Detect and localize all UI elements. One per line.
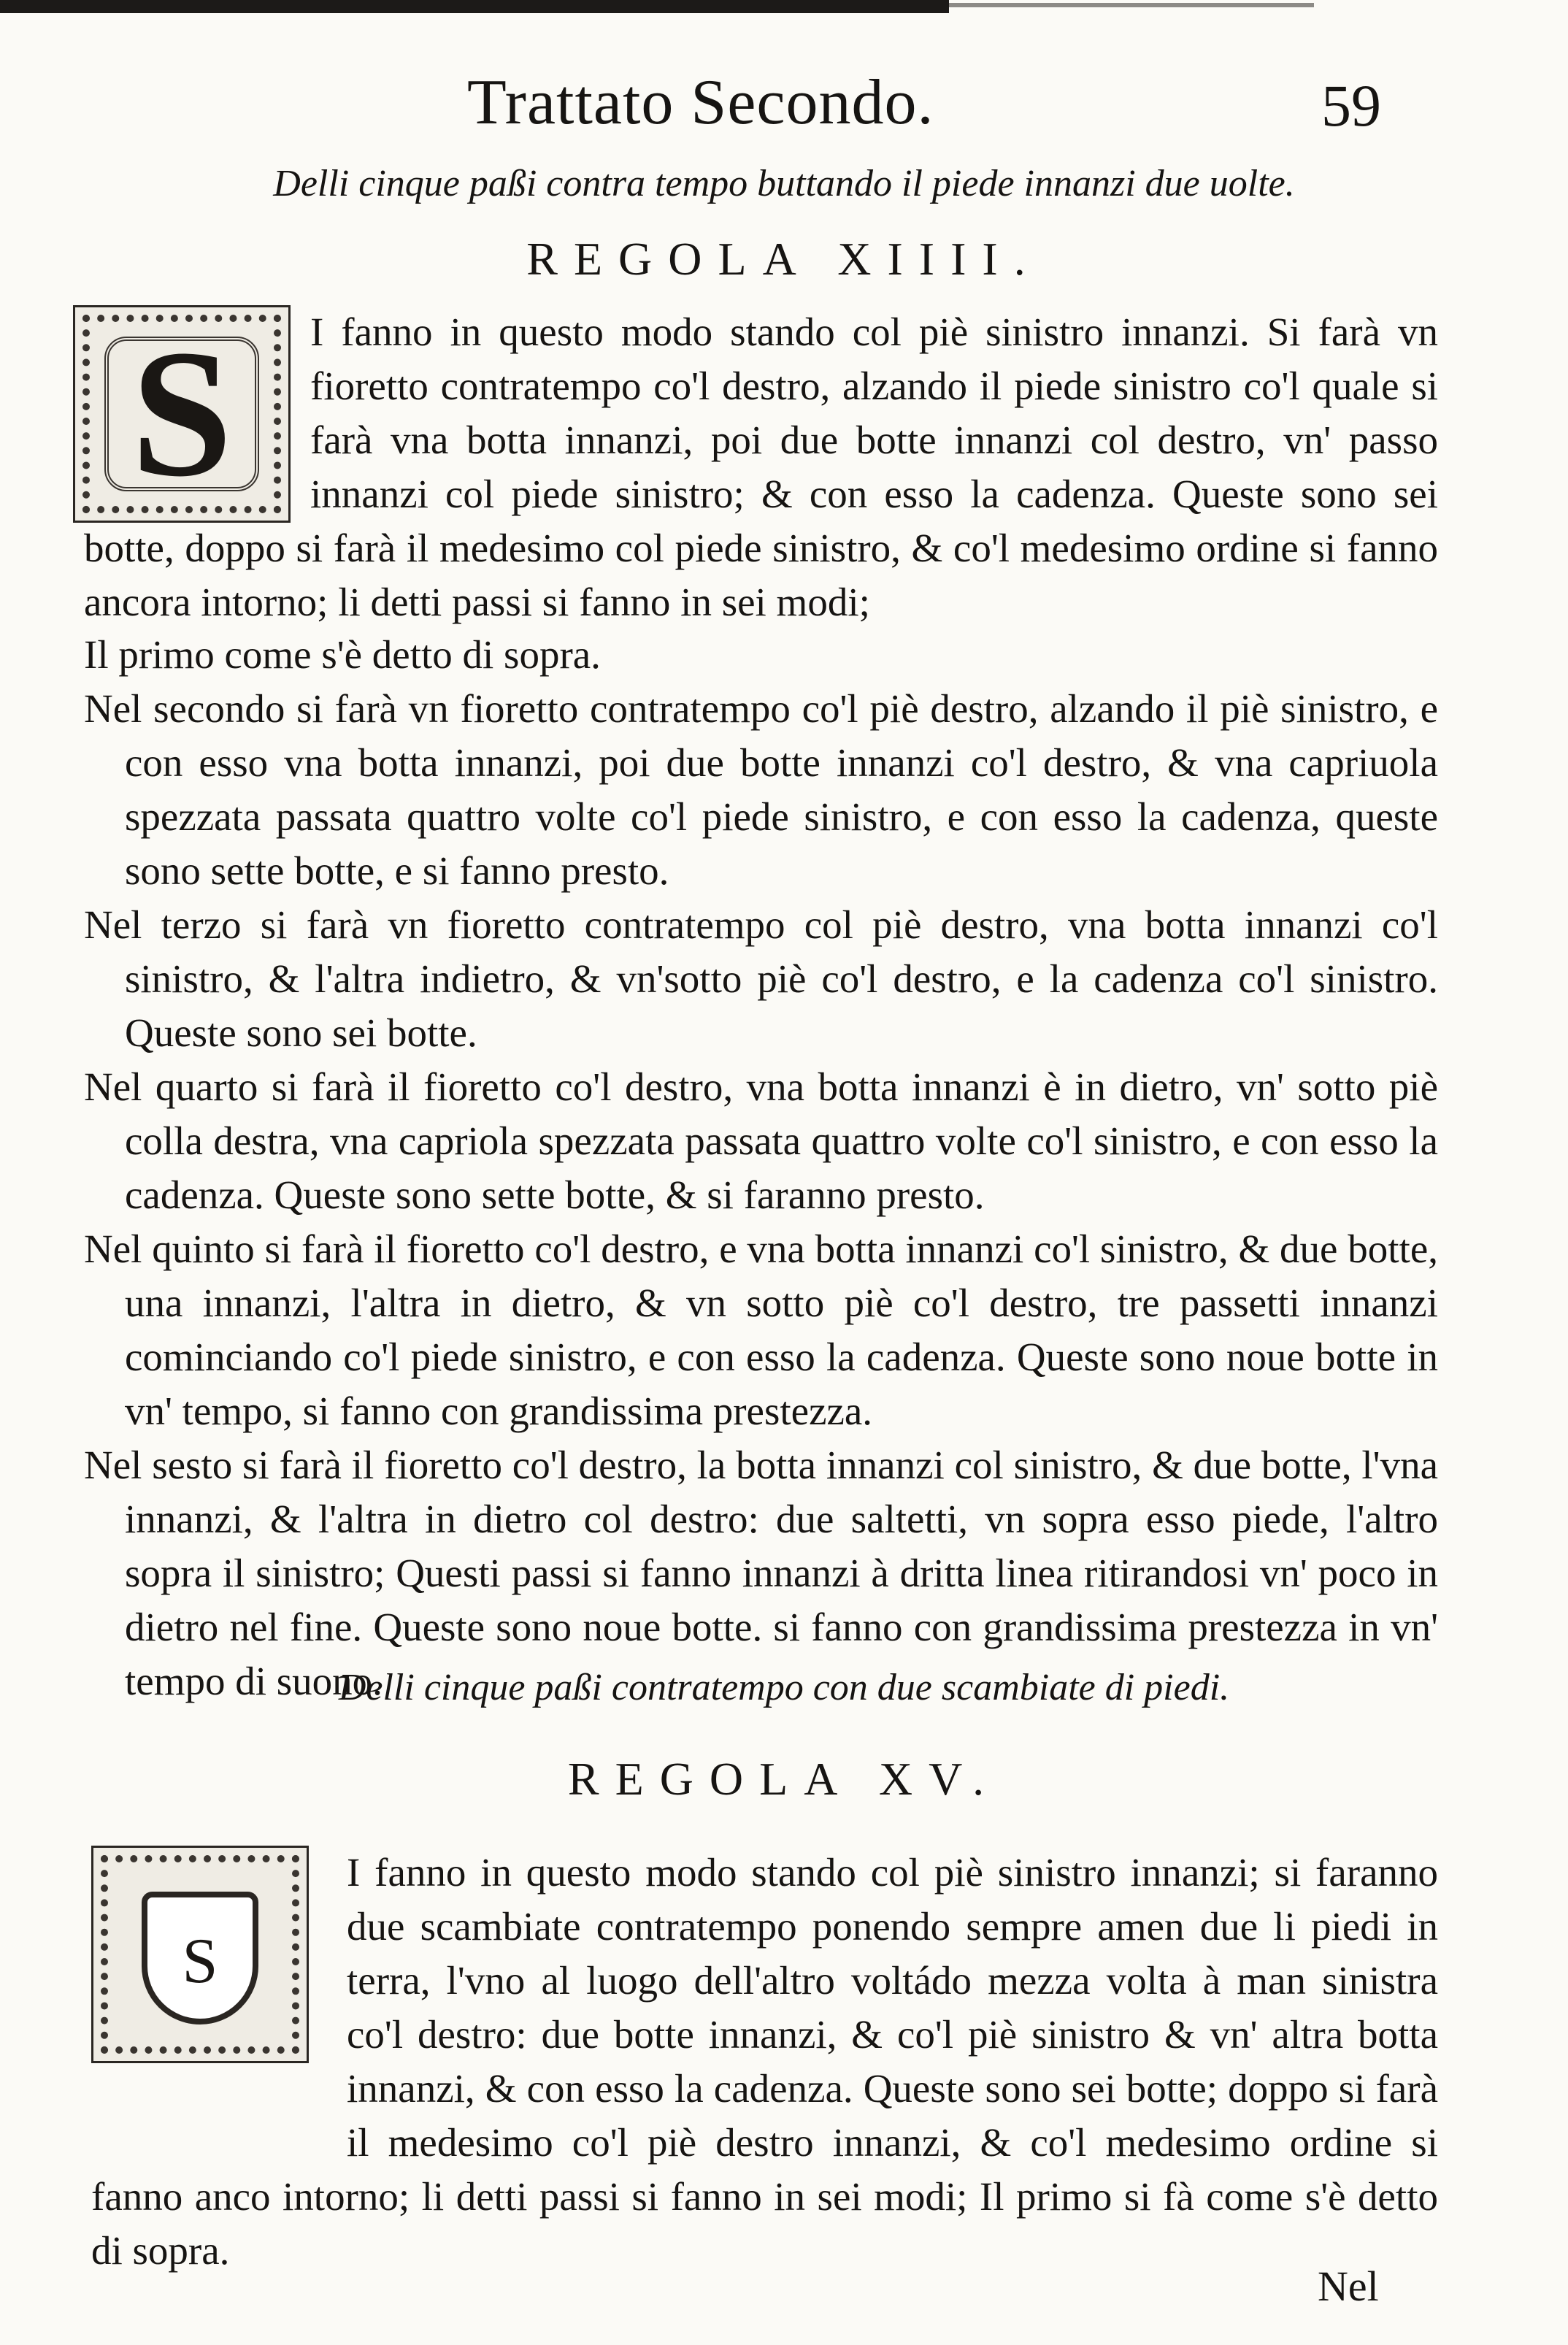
section14-fourth-paragraph: Nel quarto si farà il fioretto co'l destro, vna botta innanzi è in dietro, vn' sotto piè colla destra, vna capriola spezzata passata quattro volte co'l sinistro, e con esso la cadenza. Queste sono sette botte, & si faranno presto. [84, 1064, 1438, 1217]
catchword: Nel [1318, 2263, 1379, 2310]
section14-first-paragraph: Il primo come s'è detto di sopra. [84, 632, 601, 677]
running-title: Trattato Secondo. [467, 67, 934, 138]
section14-second-paragraph: Nel secondo si farà vn fioretto contratempo co'l piè destro, alzando il piè sinistro, e con esso vna botta innanzi, poi due botte innanzi co'l destro, & vna capriuola spezzata passata quattro volte co'l piede sinistro, e con esso la cadenza, queste sono sette botte, e si fanno presto. [84, 686, 1438, 893]
section14-rule-heading: REGOLA XIIII. [526, 233, 1042, 285]
section14-sixth-paragraph: Nel sesto si farà il fioretto co'l destro, la botta innanzi col sinistro, & due botte, l'vna innanzi, & l'altra in dietro col destro: due saltetti, vn sopra esso piede, l'altro sopra il sinistro; Questi passi si fanno innanzi à dritta linea ritirandosi vn' poco in dietro nel fine. Queste sono noue botte. si fanno con grandissima prestezza in vn' tempo di suono. [84, 1443, 1438, 1703]
initial-float-space [91, 1846, 347, 2167]
initial-letter: S [131, 312, 233, 515]
section14-opening-text: I fanno in questo modo stando col piè sinistro innanzi. Si farà vn fioretto contratempo co'l destro, alzando il piede sinistro co'l quale si farà vna botta innanzi, poi due botte innanzi col destro, vn' passo innanzi col piede sinistro; & con esso la cadenza. Queste sono sei botte, doppo si farà il medesimo col piede sinistro, & co'l medesimo ordine si fanno ancora intorno; li detti passi si fanno in sei modi; [84, 310, 1438, 624]
section15-opening-text: I fanno in questo modo stando col piè sinistro innanzi; si faranno due scambiate contratempo ponendo sempre amen due li piedi in terra, l'vno al luogo dell'altro voltádo mezza volta à man sinistra co'l destro: due botte innanzi, & co'l piè sinistro & vn' altra botta innanzi, & con esso la cadenza. Queste sono sei botte; doppo si farà il medesimo co'l piè destro innanzi, & co'l medesimo ordine si fanno anco intorno; li detti passi si fanno in sei modi; Il primo si fà come s'è detto di sopra. [91, 1850, 1438, 2273]
section14-fifth-paragraph: Nel quinto si farà il fioretto co'l destro, e vna botta innanzi co'l sinistro, & due botte, una innanzi, l'altra in dietro, & vn sotto piè co'l destro, tre passetti innanzi cominciando co'l piede sinistro, e con esso la cadenza. Queste sono noue botte in vn' tempo, si fanno con grandissima prestezza. [84, 1227, 1438, 1433]
section14-opening-paragraph [84, 305, 1438, 629]
page-number: 59 [1321, 72, 1381, 139]
section15-subheading: Delli cinque paßi contratempo con due scambiate di piedi. [338, 1667, 1230, 1708]
section14-subheading: Delli cinque paßi contra tempo buttando il piede innanzi due uolte. [273, 163, 1295, 204]
section14-third-paragraph: Nel terzo si farà vn fioretto contratempo col piè destro, vna botta innanzi co'l sinistro, & l'altra indietro, & vn'sotto piè co'l destro, e la cadenza co'l sinistro. Queste sono sei botte. [84, 902, 1438, 1055]
initial-letter: S [182, 1925, 218, 1997]
section15-rule-heading: REGOLA XV. [567, 1753, 1001, 1805]
page-top-edge [0, 0, 949, 13]
section15-opening-paragraph [91, 1846, 1438, 2278]
page-top-edge-fade [949, 3, 1314, 7]
initial-float-space [84, 305, 310, 517]
